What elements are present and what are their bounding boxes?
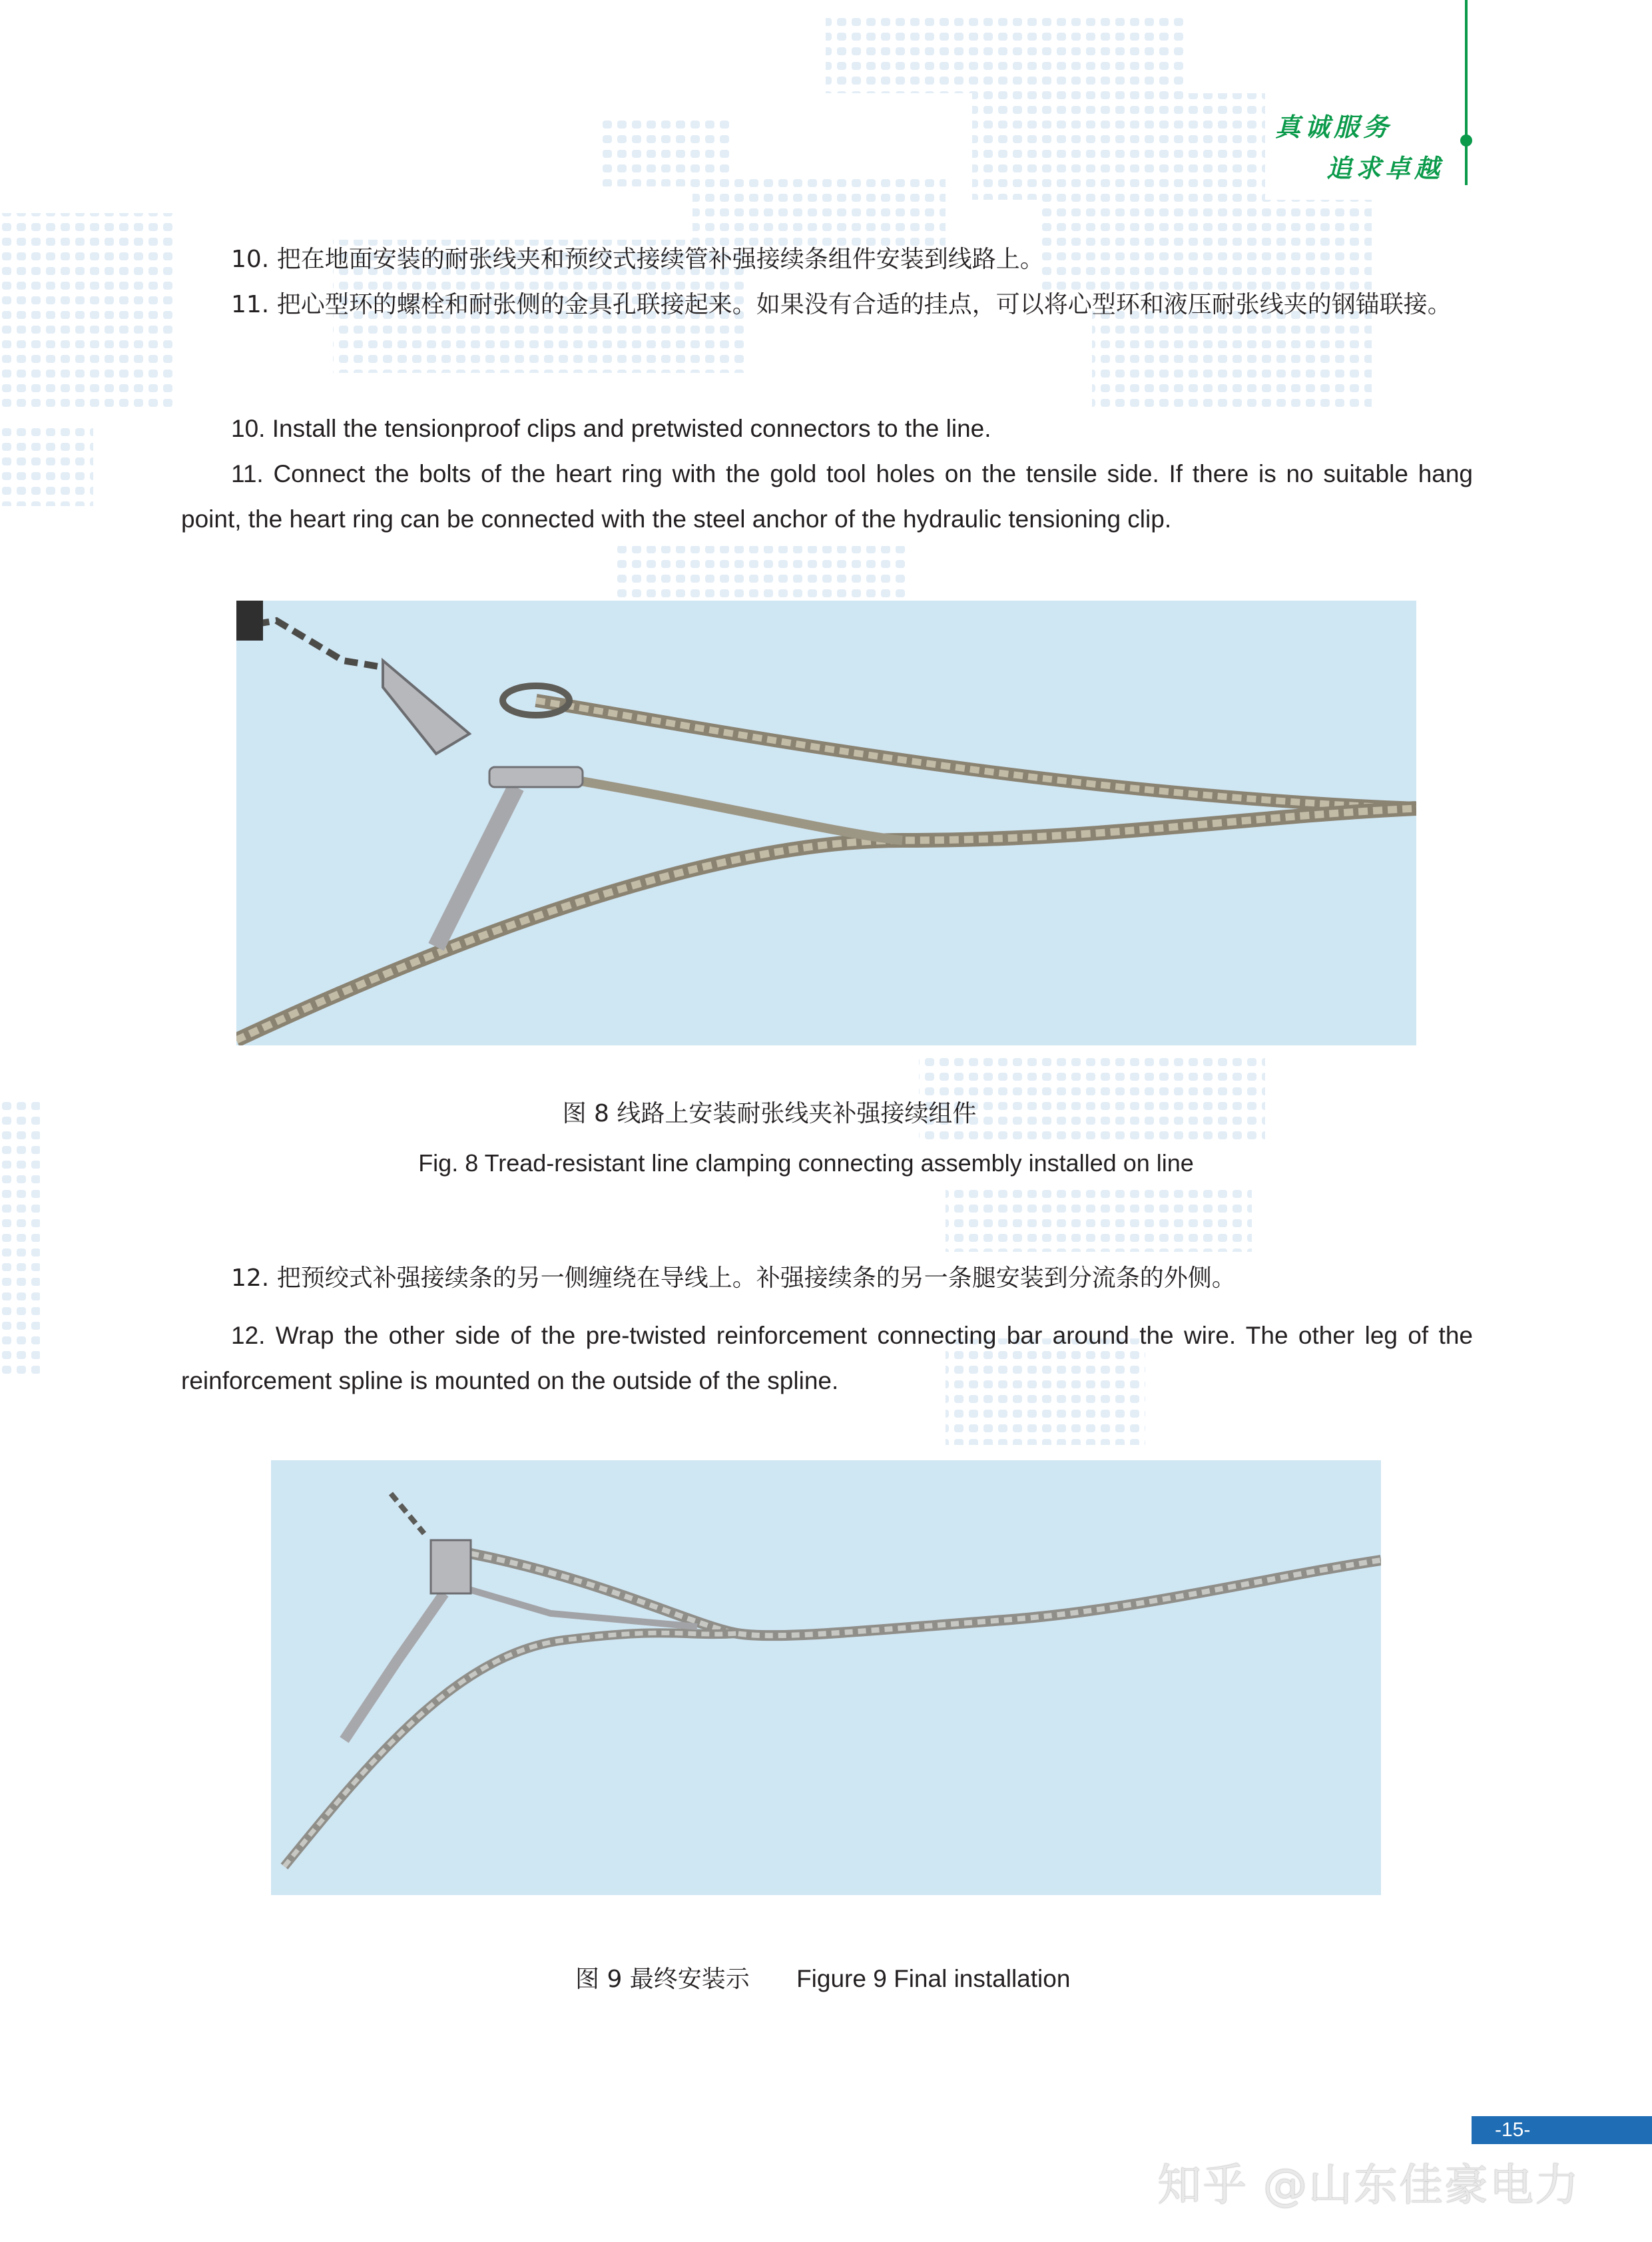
figure-8-caption-cn: 图 8 线路上安装耐张线夹补强接续组件	[562, 1100, 977, 1127]
slogan-line-1: 真诚服务	[1275, 113, 1393, 142]
en-step-11: 11. Connect the bolts of the heart ring with the gold tool holes on the tensile side. If there is no suitable hang point, the heart ring can be connected with the steel anchor of the hydraulic tensioning clip.	[181, 460, 1473, 533]
figure-9-caption	[575, 1960, 1070, 1994]
cn-step-10: 10. 把在地面安装的耐张线夹和预绞式接续管补强接续条组件安装到线路上。	[231, 246, 1044, 273]
en-step-12: 12. Wrap the other side of the pre-twisted reinforcement connecting bar around the wire. The other leg of the reinforcement spline is mounted on the outside of the spline.	[181, 1322, 1473, 1394]
page-number-tab: -15-	[1472, 2116, 1652, 2144]
cn-step-11: 11. 把心型环的螺栓和耐张侧的金具孔联接起来。如果没有合适的挂点，可以将心型环和液压耐张线夹的钢锚联接。	[231, 291, 1452, 318]
figure-9-caption-cn: 图 9 最终安装示	[575, 1966, 750, 1993]
section1-english	[181, 406, 1473, 542]
figure-8-photo	[236, 601, 1416, 1045]
slogan-line-2: 追求卓越	[1326, 154, 1444, 183]
figure-9-caption-en: Figure 9 Final installation	[796, 1965, 1071, 1992]
header-vertical-rule	[1465, 0, 1468, 185]
section2-chinese	[181, 1256, 1473, 1301]
en-step-10: 10. Install the tensionproof clips and pretwisted connectors to the line.	[231, 415, 991, 442]
cn-step-12: 12. 把预绞式补强接续条的另一侧缠绕在导线上。补强接续条的另一条腿安装到分流条的外侧。	[231, 1264, 1236, 1292]
section1-chinese	[181, 237, 1473, 328]
figure-8-caption-en: Fig. 8 Tread-resistant line clamping connecting assembly installed on line	[418, 1149, 1194, 1177]
zhihu-watermark: 知乎 @山东佳豪电力	[1157, 2159, 1580, 2211]
header-rule-dot	[1460, 135, 1472, 146]
figure-9-photo	[271, 1460, 1381, 1895]
section2-english	[181, 1313, 1473, 1404]
